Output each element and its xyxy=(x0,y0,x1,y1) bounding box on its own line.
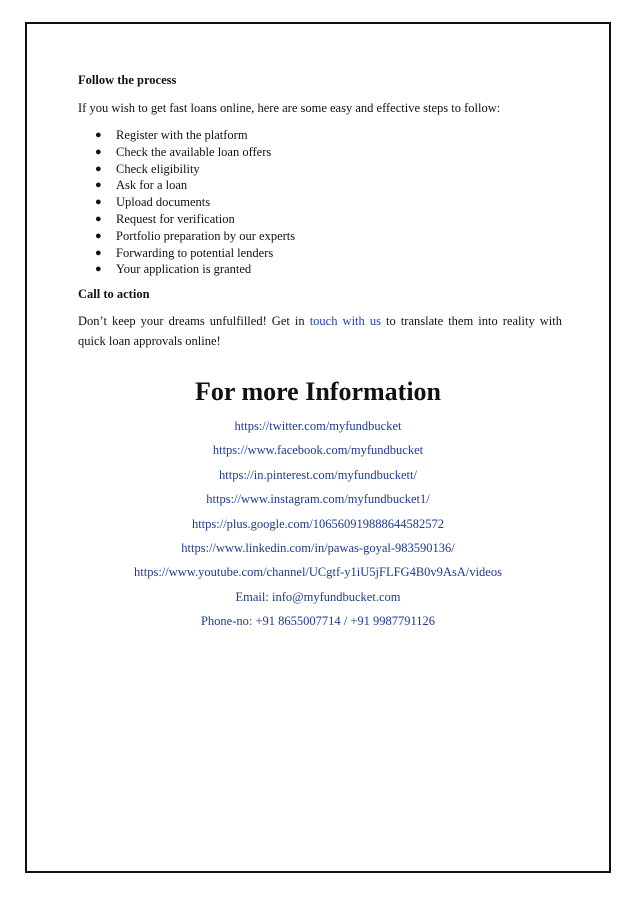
step-text: Upload documents xyxy=(116,195,211,210)
list-item xyxy=(78,245,562,262)
step-text: Your application is granted xyxy=(116,262,252,277)
phone-text: Phone-no: +91 8655007714 / +91 9987791126 xyxy=(200,614,436,629)
cta-paragraph xyxy=(78,311,562,351)
step-text: Check eligibility xyxy=(116,161,200,176)
google-plus-link[interactable]: https://plus.google.com/106560919888644582572 xyxy=(191,516,445,531)
list-item xyxy=(78,228,562,245)
steps-list xyxy=(78,127,562,278)
bullet-icon: ● xyxy=(95,212,102,225)
bullet-icon: ● xyxy=(95,246,102,259)
bullet-icon: ● xyxy=(95,263,102,276)
list-item xyxy=(78,161,562,178)
list-item xyxy=(78,211,562,228)
step-text: Portfolio preparation by our experts xyxy=(116,228,296,243)
step-text: Register with the platform xyxy=(116,128,248,142)
list-item xyxy=(78,177,562,194)
info-title: For more Information xyxy=(195,377,441,406)
list-item xyxy=(78,127,562,144)
bullet-icon: ● xyxy=(95,229,102,242)
list-item xyxy=(78,194,562,211)
pinterest-link[interactable]: https://in.pinterest.com/myfundbuckett/ xyxy=(219,467,417,482)
youtube-link[interactable]: https://www.youtube.com/channel/UCgtf-y1iU5jFLFG4B0v9AsA/videos xyxy=(134,565,502,580)
bullet-icon: ● xyxy=(95,179,102,192)
step-text: Request for verification xyxy=(116,211,235,226)
step-text: Check the available loan offers xyxy=(116,144,272,159)
contact-link[interactable]: touch with us xyxy=(309,314,381,329)
bullet-icon: ● xyxy=(95,145,102,158)
step-text: Ask for a loan xyxy=(116,178,188,193)
contact-links-list xyxy=(25,414,611,634)
linkedin-link[interactable]: https://www.linkedin.com/in/pawas-goyal-983590136/ xyxy=(181,541,455,556)
cta-text-before: Don’t keep your dreams unfulfilled! Get in xyxy=(78,314,310,329)
cta-text-after: to translate them into reality with quick loan approvals online! xyxy=(78,314,563,349)
bullet-icon: ● xyxy=(95,196,102,209)
instagram-link[interactable]: https://www.instagram.com/myfundbucket1/ xyxy=(206,492,430,507)
bullet-icon: ● xyxy=(95,129,102,141)
step-text: Forwarding to potential lenders xyxy=(116,245,274,260)
email-text: Email: info@myfundbucket.com xyxy=(235,589,401,604)
list-item xyxy=(78,261,562,278)
facebook-link[interactable]: https://www.facebook.com/myfundbucket xyxy=(212,443,424,458)
list-item xyxy=(78,144,562,161)
process-heading: Follow the process xyxy=(78,73,177,87)
document-body xyxy=(78,72,562,351)
process-intro: If you wish to get fast loans online, here are some easy and effective steps to follow: xyxy=(78,101,501,115)
twitter-link[interactable]: https://twitter.com/myfundbucket xyxy=(234,419,402,433)
bullet-icon: ● xyxy=(95,162,102,175)
cta-heading: Call to action xyxy=(78,287,150,302)
